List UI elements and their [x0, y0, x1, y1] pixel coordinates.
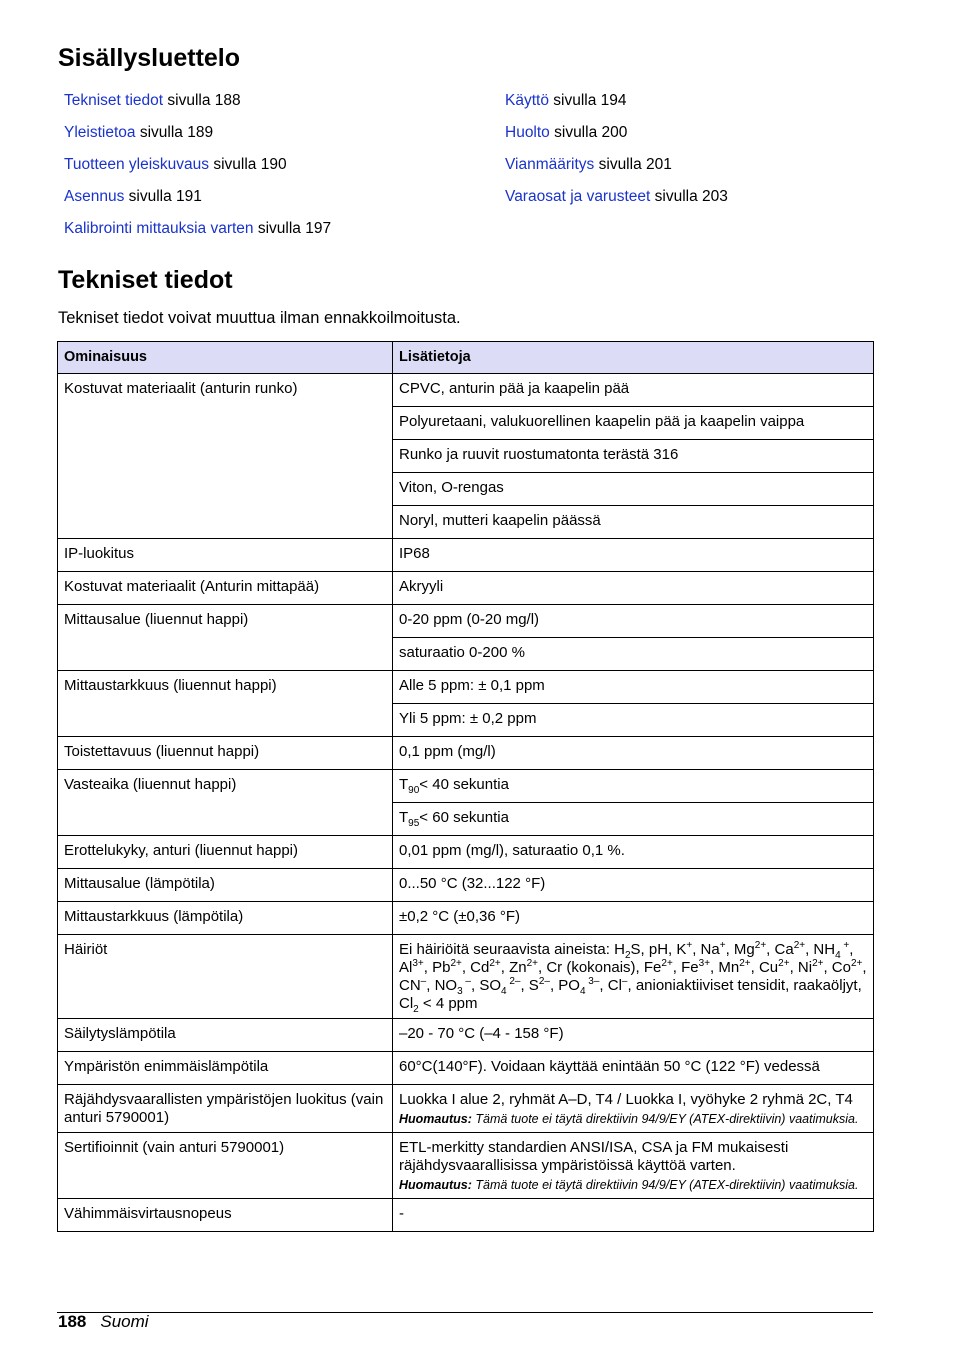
- header-ominaisuus: Ominaisuus: [58, 342, 393, 374]
- value-cell: 60°C(140°F). Voidaan käyttää enintään 50 °C (122 °F) vedessä: [393, 1052, 874, 1085]
- toc-link-yleistietoa[interactable]: Yleistietoa: [64, 124, 136, 141]
- value-cell: Polyuretaani, valukuorellinen kaapelin pää ja kaapelin vaippa: [393, 407, 874, 440]
- value-cell: 0,1 ppm (mg/l): [393, 737, 874, 770]
- table-row: [58, 671, 874, 704]
- property-cell: Säilytyslämpötila: [58, 1019, 393, 1052]
- toc-link-tuotteen-yleiskuvaus[interactable]: Tuotteen yleiskuvaus: [64, 156, 210, 173]
- table-row: [58, 539, 874, 572]
- table-row: [58, 605, 874, 638]
- toc-link-kaytto[interactable]: Käyttö: [505, 92, 549, 109]
- spec-table: [57, 341, 874, 1232]
- value-cell: Luokka I alue 2, ryhmät A–D, T4 / Luokka I, vyöhyke 2 ryhmä 2C, T4 Huomautus: Tämä tuote ei täytä direktiivin 94/9/EY (ATEX-direktiivin) vaatimuksia.: [393, 1085, 874, 1133]
- property-cell: Häiriöt: [58, 935, 393, 1019]
- property-cell: Kostuvat materiaalit (anturin runko): [58, 374, 393, 539]
- property-cell: Vähimmäisvirtausnopeus: [58, 1199, 393, 1232]
- toc-link-asennus[interactable]: Asennus: [64, 188, 125, 205]
- table-row: [58, 1085, 874, 1133]
- value-cell: ETL-merkitty standardien ANSI/ISA, CSA ja FM mukaisesti räjähdysvaarallisissa ympäristöissä käyttöä varten. Huomautus: Tämä tuote ei täytä direktiivin 94/9/EY (ATEX-direktiivin) vaatimuksia.: [393, 1133, 874, 1199]
- header-lisatietoja: Lisätietoja: [393, 342, 874, 374]
- value-cell: Noryl, mutteri kaapelin päässä: [393, 506, 874, 539]
- value-cell: IP68: [393, 539, 874, 572]
- toc-item: Huolto sivulla 200: [505, 124, 628, 141]
- property-cell: Mittausalue (liuennut happi): [58, 605, 393, 671]
- property-cell: Kostuvat materiaalit (Anturin mittapää): [58, 572, 393, 605]
- intro-text: Tekniset tiedot voivat muuttua ilman ennakkoilmoitusta.: [58, 309, 461, 327]
- value-cell: Runko ja ruuvit ruostumatonta terästä 316: [393, 440, 874, 473]
- value-cell: 0,01 ppm (mg/l), saturaatio 0,1 %.: [393, 836, 874, 869]
- value-cell: CPVC, anturin pää ja kaapelin pää: [393, 374, 874, 407]
- value-cell: ±0,2 °C (±0,36 °F): [393, 902, 874, 935]
- toc-right-column: [505, 90, 728, 218]
- table-row: [58, 935, 874, 1019]
- table-row: [58, 1052, 874, 1085]
- value-cell: $T_{90}< 40$ sekuntia: [393, 770, 874, 803]
- value-cell: $T_{95}< 60$ sekuntia: [393, 803, 874, 836]
- value-cell: Yli 5 ppm: ± 0,2 ppm: [393, 704, 874, 737]
- property-cell: Toistettavuus (liuennut happi): [58, 737, 393, 770]
- value-cell: -: [393, 1199, 874, 1232]
- toc-link-kalibrointi[interactable]: Kalibrointi mittauksia varten: [64, 220, 254, 237]
- table-row: [58, 1019, 874, 1052]
- value-cell: 0...50 °C (32...122 °F): [393, 869, 874, 902]
- property-cell: Räjähdysvaarallisten ympäristöjen luokitus (vain anturi 5790001): [58, 1085, 393, 1133]
- toc-item: Käyttö sivulla 194: [505, 92, 627, 109]
- value-cell: saturaatio 0-200 %: [393, 638, 874, 671]
- section-title: Tekniset tiedot: [58, 266, 233, 294]
- footer: [58, 1312, 149, 1332]
- property-cell: Mittaustarkkuus (lämpötila): [58, 902, 393, 935]
- toc-item: Varaosat ja varusteet sivulla 203: [505, 188, 728, 205]
- table-row: [58, 374, 874, 407]
- value-cell: Alle 5 ppm: ± 0,1 ppm: [393, 671, 874, 704]
- property-cell: Mittausalue (lämpötila): [58, 869, 393, 902]
- property-cell: Sertifioinnit (vain anturi 5790001): [58, 1133, 393, 1199]
- table-row: [58, 572, 874, 605]
- footer-rule: [57, 1312, 873, 1313]
- table-row: [58, 1133, 874, 1199]
- property-cell: Erottelukyky, anturi (liuennut happi): [58, 836, 393, 869]
- property-cell: IP-luokitus: [58, 539, 393, 572]
- toc-title: Sisällysluettelo: [58, 44, 241, 72]
- toc-left-column: [64, 90, 331, 250]
- note: Huomautus: Tämä tuote ei täytä direktiivin 94/9/EY (ATEX-direktiivin) vaatimuksia.: [399, 1112, 859, 1126]
- interference-cell: Ei häiriöitä seuraavista aineista: $H_2S$, pH, K+, Na+, $Mg^{2+}$, $Ca^{2+}$, $NH_4$ +, $Al^{3+}$, $Pb^{2+}$, $Cd^{2+}$, $Zn^{2+}$, Cr (kokonais), $Fe^{2+}$, $Fe^{3+}$, $Mn^{2+}$, $Cu^{2+}$, $Ni^{2+}$, $Co^{2+}$, CN–, $NO_3$ –, $SO_4$ $^{2-}$, $S^{2-}$, $PO_4$ $^{3-}$, Cl–, anioniaktiiviset tensidit, raakaöljyt, $Cl_2 < 4$ ppm: [393, 935, 874, 1019]
- toc-link-varaosat[interactable]: Varaosat ja varusteet: [505, 188, 651, 205]
- toc-item: Asennus sivulla 191: [64, 188, 202, 205]
- language-label: Suomi: [100, 1312, 149, 1331]
- table-row: [58, 836, 874, 869]
- toc-link-vianmaaritys[interactable]: Vianmääritys: [505, 156, 595, 173]
- toc-link-huolto[interactable]: Huolto: [505, 124, 550, 141]
- property-cell: Mittaustarkkuus (liuennut happi): [58, 671, 393, 737]
- toc-item: Kalibrointi mittauksia varten sivulla 197: [64, 220, 332, 237]
- page-number: 188: [58, 1312, 87, 1331]
- value-cell: 0-20 ppm (0-20 mg/l): [393, 605, 874, 638]
- value-cell: Viton, O-rengas: [393, 473, 874, 506]
- property-cell: Ympäristön enimmäislämpötila: [58, 1052, 393, 1085]
- note: Huomautus: Tämä tuote ei täytä direktiivin 94/9/EY (ATEX-direktiivin) vaatimuksia.: [399, 1178, 859, 1192]
- toc-item: Tekniset tiedot sivulla 188: [64, 92, 241, 109]
- table-row: [58, 1199, 874, 1232]
- table-row: [58, 737, 874, 770]
- value-cell: –20 - 70 °C (–4 - 158 °F): [393, 1019, 874, 1052]
- toc-item: Yleistietoa sivulla 189: [64, 124, 214, 141]
- table-row: [58, 869, 874, 902]
- toc-item: Tuotteen yleiskuvaus sivulla 190: [64, 156, 287, 173]
- table-row: [58, 770, 874, 803]
- value-cell: Akryyli: [393, 572, 874, 605]
- property-cell: Vasteaika (liuennut happi): [58, 770, 393, 836]
- toc-item: Vianmääritys sivulla 201: [505, 156, 672, 173]
- toc-link-tekniset-tiedot[interactable]: Tekniset tiedot: [64, 92, 164, 109]
- table-header-row: [58, 342, 874, 374]
- table-row: [58, 902, 874, 935]
